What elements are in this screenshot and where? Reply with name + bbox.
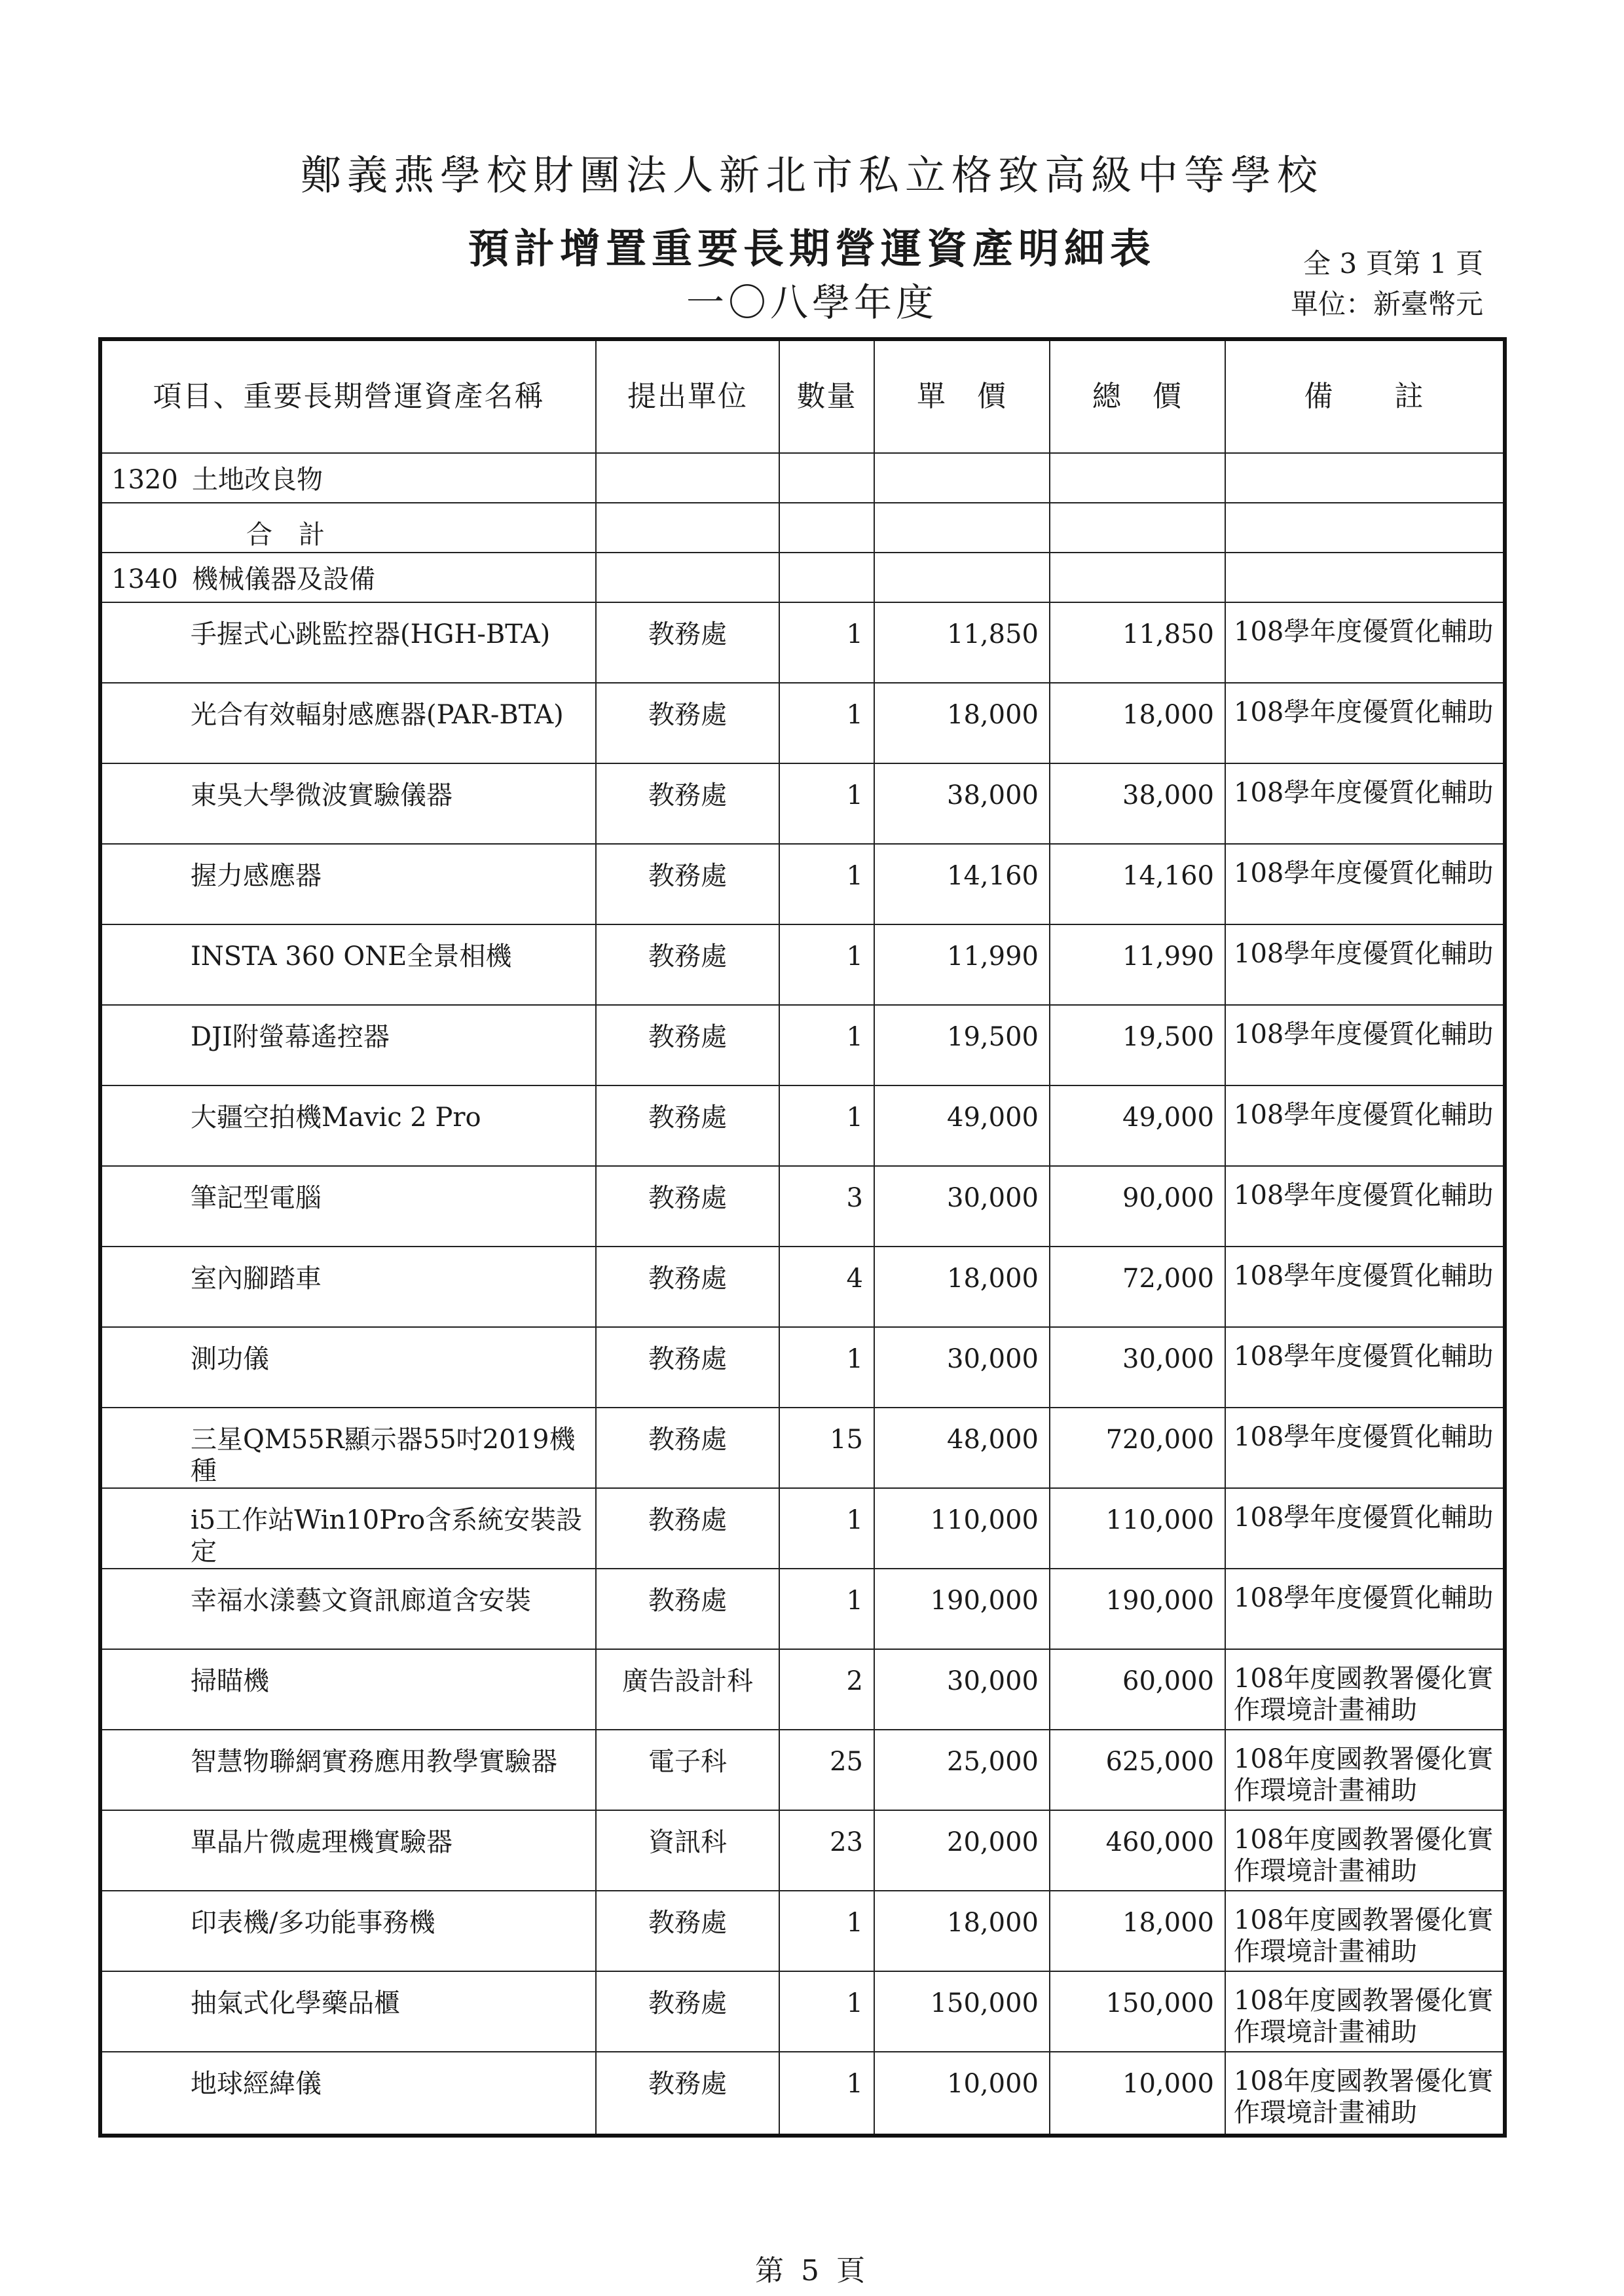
remark: 108學年度優質化輔助 [1234, 858, 1494, 888]
remark: 108學年度優質化輔助 [1234, 1341, 1494, 1372]
submitting-unit: 教務處 [648, 2069, 727, 2099]
header-unit-price: 單 價 [874, 339, 1050, 453]
unit-price: 49,000 [947, 1102, 1039, 1133]
table-row [100, 1891, 1505, 1971]
total-price: 90,000 [1122, 1183, 1214, 1213]
asset-name: 掃瞄機 [191, 1666, 269, 1696]
table-row [100, 763, 1505, 844]
remark: 108年度國教署優化實作環境計畫補助 [1234, 1905, 1494, 1967]
total-price: 460,000 [1105, 1827, 1214, 1857]
header-unit: 提出單位 [596, 339, 779, 453]
table-row [100, 1971, 1505, 2052]
unit-price: 30,000 [947, 1344, 1039, 1374]
asset-name: 大疆空拍機Mavic 2 Pro [191, 1102, 481, 1133]
unit-price: 11,850 [947, 619, 1039, 649]
table-row [100, 1005, 1505, 1085]
total-price: 720,000 [1105, 1425, 1214, 1455]
quantity: 1 [846, 1344, 863, 1374]
quantity: 25 [830, 1747, 863, 1777]
currency-unit: 單位：新臺幣元 [1290, 288, 1483, 320]
unit-price: 18,000 [947, 1264, 1039, 1294]
quantity: 15 [830, 1425, 863, 1455]
unit-price: 25,000 [947, 1747, 1039, 1777]
total-price: 49,000 [1122, 1102, 1214, 1133]
school-year: 一〇八學年度 [686, 280, 938, 325]
table-row [100, 924, 1505, 1005]
total-price: 38,000 [1122, 780, 1214, 811]
table-row [100, 844, 1505, 924]
unit-price: 38,000 [947, 780, 1039, 811]
quantity: 1 [846, 1505, 863, 1535]
asset-name: 光合有效輻射感應器(PAR-BTA) [191, 700, 564, 730]
asset-table [98, 337, 1507, 2138]
submitting-unit: 教務處 [648, 1425, 727, 1455]
submitting-unit: 教務處 [648, 1908, 727, 1938]
remark: 108學年度優質化輔助 [1234, 1100, 1494, 1130]
asset-name: 東吳大學微波實驗儀器 [191, 780, 452, 811]
table-row [100, 1649, 1505, 1730]
quantity: 1 [846, 1022, 863, 1052]
remark: 108年度國教署優化實作環境計畫補助 [1234, 1664, 1494, 1725]
quantity: 4 [846, 1264, 863, 1294]
category-code: 1320 [111, 465, 178, 495]
submitting-unit: 教務處 [648, 1344, 727, 1374]
asset-name: 幸福水漾藝文資訊廊道含安裝 [191, 1586, 531, 1616]
total-price: 625,000 [1105, 1747, 1214, 1777]
unit-price: 30,000 [947, 1666, 1039, 1696]
unit-price: 190,000 [930, 1586, 1039, 1616]
unit-price: 110,000 [930, 1505, 1039, 1535]
asset-name: 印表機/多功能事務機 [191, 1908, 435, 1938]
asset-name: 室內腳踏車 [191, 1264, 322, 1294]
remark: 108學年度優質化輔助 [1234, 1019, 1494, 1049]
page-number: 第 5 頁 [755, 2254, 869, 2287]
unit-price: 48,000 [947, 1425, 1039, 1455]
asset-name: 智慧物聯網實務應用教學實驗器 [191, 1747, 557, 1777]
category-row-1320 [100, 453, 1505, 503]
unit-price: 18,000 [947, 1908, 1039, 1938]
quantity: 1 [846, 619, 863, 649]
submitting-unit: 教務處 [648, 1586, 727, 1616]
total-price: 11,850 [1122, 619, 1214, 649]
total-price: 150,000 [1105, 1988, 1214, 2018]
asset-name: 抽氣式化學藥品櫃 [191, 1988, 400, 2018]
unit-price: 30,000 [947, 1183, 1039, 1213]
total-price: 14,160 [1122, 861, 1214, 891]
asset-name: 單晶片微處理機實驗器 [191, 1827, 452, 1857]
unit-price: 18,000 [947, 700, 1039, 730]
quantity: 23 [830, 1827, 863, 1857]
quantity: 1 [846, 1908, 863, 1938]
table-row [100, 1166, 1505, 1247]
asset-name: i5工作站Win10Pro含系統安裝設定 [191, 1505, 583, 1567]
category-row-1340 [100, 553, 1505, 602]
submitting-unit: 教務處 [648, 1988, 727, 2018]
remark: 108學年度優質化輔助 [1234, 1180, 1494, 1211]
category-code: 1340 [111, 564, 178, 594]
table-row [100, 1730, 1505, 1810]
total-price: 10,000 [1122, 2069, 1214, 2099]
submitting-unit: 教務處 [648, 941, 727, 972]
unit-price: 10,000 [947, 2069, 1039, 2099]
total-price: 110,000 [1105, 1505, 1214, 1535]
header-item-name: 項目、重要長期營運資產名稱 [100, 339, 596, 453]
unit-price: 11,990 [947, 941, 1039, 972]
submitting-unit: 教務處 [648, 1022, 727, 1052]
submitting-unit: 教務處 [648, 1505, 727, 1535]
page-count: 全 3 頁第 1 頁 [1303, 247, 1483, 280]
total-price: 190,000 [1105, 1586, 1214, 1616]
asset-name: INSTA 360 ONE全景相機 [191, 941, 512, 972]
table-row [100, 602, 1505, 683]
header-quantity: 數量 [779, 339, 874, 453]
asset-name: 地球經緯儀 [191, 2069, 322, 2099]
submitting-unit: 教務處 [648, 1183, 727, 1213]
total-price: 11,990 [1122, 941, 1214, 972]
total-price: 18,000 [1122, 700, 1214, 730]
page-info [1291, 244, 1483, 325]
category-name: 土地改良物 [192, 465, 323, 495]
quantity: 1 [846, 2069, 863, 2099]
submitting-unit: 教務處 [648, 1264, 727, 1294]
subtotal-label: 合計 [246, 520, 351, 550]
remark: 108學年度優質化輔助 [1234, 939, 1494, 969]
remark: 108學年度優質化輔助 [1234, 617, 1494, 647]
document-title: 預計增置重要長期營運資產明細表 [468, 225, 1156, 272]
table-row [100, 1085, 1505, 1166]
quantity: 2 [846, 1666, 863, 1696]
unit-price: 14,160 [947, 861, 1039, 891]
table-row [100, 683, 1505, 763]
table-row [100, 1810, 1505, 1891]
remark: 108學年度優質化輔助 [1234, 778, 1494, 808]
remark: 108學年度優質化輔助 [1234, 1422, 1494, 1452]
submitting-unit: 教務處 [648, 1102, 727, 1133]
asset-name: DJI附螢幕遙控器 [191, 1022, 390, 1052]
submitting-unit: 資訊科 [648, 1827, 727, 1857]
unit-price: 150,000 [930, 1988, 1039, 2018]
remark: 108學年度優質化輔助 [1234, 697, 1494, 727]
submitting-unit: 電子科 [648, 1747, 727, 1777]
table-row [100, 1408, 1505, 1488]
header-remarks: 備 註 [1225, 339, 1505, 453]
submitting-unit: 廣告設計科 [622, 1666, 753, 1696]
table-body [100, 453, 1505, 2136]
quantity: 1 [846, 861, 863, 891]
asset-name: 握力感應器 [191, 861, 322, 891]
table-row [100, 1569, 1505, 1649]
remark: 108年度國教署優化實作環境計畫補助 [1234, 1744, 1494, 1806]
quantity: 3 [846, 1183, 863, 1213]
asset-name: 手握式心跳監控器(HGH-BTA) [191, 619, 551, 649]
submitting-unit: 教務處 [648, 619, 727, 649]
subtotal-row [100, 503, 1505, 553]
organization-name: 鄭義燕學校財團法人新北市私立格致高級中等學校 [300, 151, 1323, 199]
quantity: 1 [846, 1586, 863, 1616]
asset-name: 筆記型電腦 [191, 1183, 322, 1213]
table-row [100, 1488, 1505, 1569]
remark: 108年度國教署優化實作環境計畫補助 [1234, 1825, 1494, 1886]
header-total-price: 總 價 [1050, 339, 1225, 453]
asset-name: 測功儀 [191, 1344, 269, 1374]
category-name: 機械儀器及設備 [192, 564, 375, 594]
quantity: 1 [846, 700, 863, 730]
remark: 108學年度優質化輔助 [1234, 1261, 1494, 1291]
asset-name: 三星QM55R顯示器55吋2019機種 [191, 1425, 576, 1486]
quantity: 1 [846, 1988, 863, 2018]
remark: 108學年度優質化輔助 [1234, 1503, 1494, 1533]
remark: 108年度國教署優化實作環境計畫補助 [1234, 1986, 1494, 2047]
total-price: 30,000 [1122, 1344, 1214, 1374]
remark: 108年度國教署優化實作環境計畫補助 [1234, 2066, 1494, 2128]
total-price: 72,000 [1122, 1264, 1214, 1294]
unit-price: 20,000 [947, 1827, 1039, 1857]
total-price: 18,000 [1122, 1908, 1214, 1938]
submitting-unit: 教務處 [648, 861, 727, 891]
table-row [100, 2052, 1505, 2136]
unit-price: 19,500 [947, 1022, 1039, 1052]
table-row [100, 1247, 1505, 1327]
quantity: 1 [846, 941, 863, 972]
quantity: 1 [846, 1102, 863, 1133]
submitting-unit: 教務處 [648, 780, 727, 811]
submitting-unit: 教務處 [648, 700, 727, 730]
quantity: 1 [846, 780, 863, 811]
total-price: 60,000 [1122, 1666, 1214, 1696]
table-row [100, 1327, 1505, 1408]
table-header-row [100, 339, 1505, 453]
remark: 108學年度優質化輔助 [1234, 1583, 1494, 1613]
total-price: 19,500 [1122, 1022, 1214, 1052]
